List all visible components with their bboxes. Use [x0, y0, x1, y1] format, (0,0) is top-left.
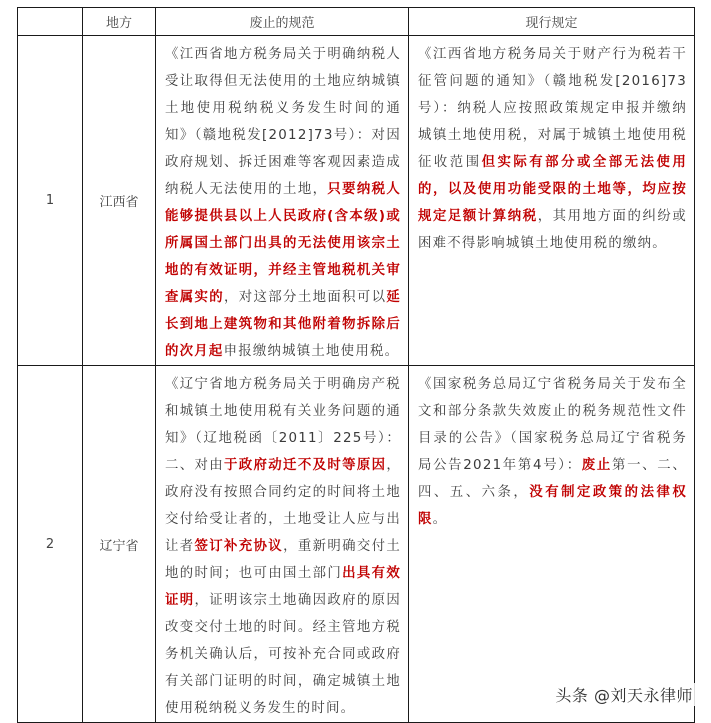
highlighted-text: 于政府动迁不及时等原因: [224, 458, 387, 473]
table-row: [18, 366, 695, 723]
watermark: 头条 @刘天永律师: [553, 683, 695, 706]
body-text: 。: [432, 512, 448, 527]
body-text: ，证明该宗土地确因政府的原因改变交付土地的时间。经主管地方税务机关确认后，可按补充合同或政府有关部门证明的时间，确定城镇土地使用税纳税义务发生的时间。: [165, 593, 401, 716]
body-text: ，对这部分土地面积可以: [224, 290, 387, 305]
body-text: 《江西省地方税务局关于明确纳税人受让取得但无法使用的土地应纳城镇土地使用税纳税义务发生时间的通知》（赣地税发[2012]73号）：对因政府规划、拆迁困难等客观因素造成纳税人无法使用的土地，: [165, 47, 401, 197]
row-index: 2: [18, 366, 83, 723]
table-row: [18, 36, 695, 366]
body-text: ，政府没有按照合同约定的时间将土地交付给受让者的，土地受让人应与出让者: [165, 458, 402, 554]
highlighted-text: 延长到地上建筑物和其他附着物拆除后的次月起: [165, 290, 402, 359]
body-text: 《国家税务总局辽宁省税务局关于发布全文和部分条款失效废止的税务规范性文件目录的公告》（国家税务总局辽宁省税务局公告2021年第4号）：: [418, 377, 687, 473]
highlighted-text: 废止: [581, 458, 612, 473]
body-text: 申报缴纳城镇土地使用税。: [223, 344, 400, 359]
body-text: 《江西省地方税务局关于财产行为税若干征管问题的通知》（赣地税发[2016]73号）：纳税人应按照政策规定申报并缴纳城镇土地使用税，对属于城镇土地使用税征收范围: [418, 47, 687, 170]
header-index: [18, 8, 83, 36]
repealed-cell: [156, 366, 409, 723]
row-region: 江西省: [83, 36, 156, 366]
current-cell: [409, 366, 695, 723]
repealed-cell: [156, 36, 409, 366]
highlighted-text: 但实际有部分或全部无法使用的，以及使用功能受限的土地等，均应按规定足额计算纳税: [418, 155, 688, 224]
highlighted-text: 签订补充协议: [194, 539, 284, 554]
body-text: 《辽宁省地方税务局关于明确房产税和城镇土地使用税有关业务问题的通知》（辽地税函〔2011〕225号）：二、对由: [165, 377, 401, 473]
header-current: 现行规定: [409, 8, 695, 36]
current-cell: [409, 36, 695, 366]
highlighted-text: 出具有效证明: [165, 566, 402, 608]
regulation-comparison-table: [17, 7, 695, 723]
body-text: ，重新明确交付土地的时间；也可由国土部门: [165, 539, 402, 581]
highlighted-text: 只要纳税人能够提供县以上人民政府(含本级)或所属国土部门出具的无法使用该宗土地的有效证明，并经主管地税机关审查属实的: [165, 182, 402, 305]
highlighted-text: 没有制定政策的法律权限: [418, 485, 688, 527]
row-index: 1: [18, 36, 83, 366]
header-repealed: 废止的规范: [156, 8, 409, 36]
body-text: ，其用地方面的纠纷或困难不得影响城镇土地使用税的缴纳。: [418, 209, 688, 251]
table-header-row: [18, 8, 695, 36]
body-text: 第一、二、四、五、六条，: [418, 458, 687, 500]
row-region: 辽宁省: [83, 366, 156, 723]
header-region: 地方: [83, 8, 156, 36]
